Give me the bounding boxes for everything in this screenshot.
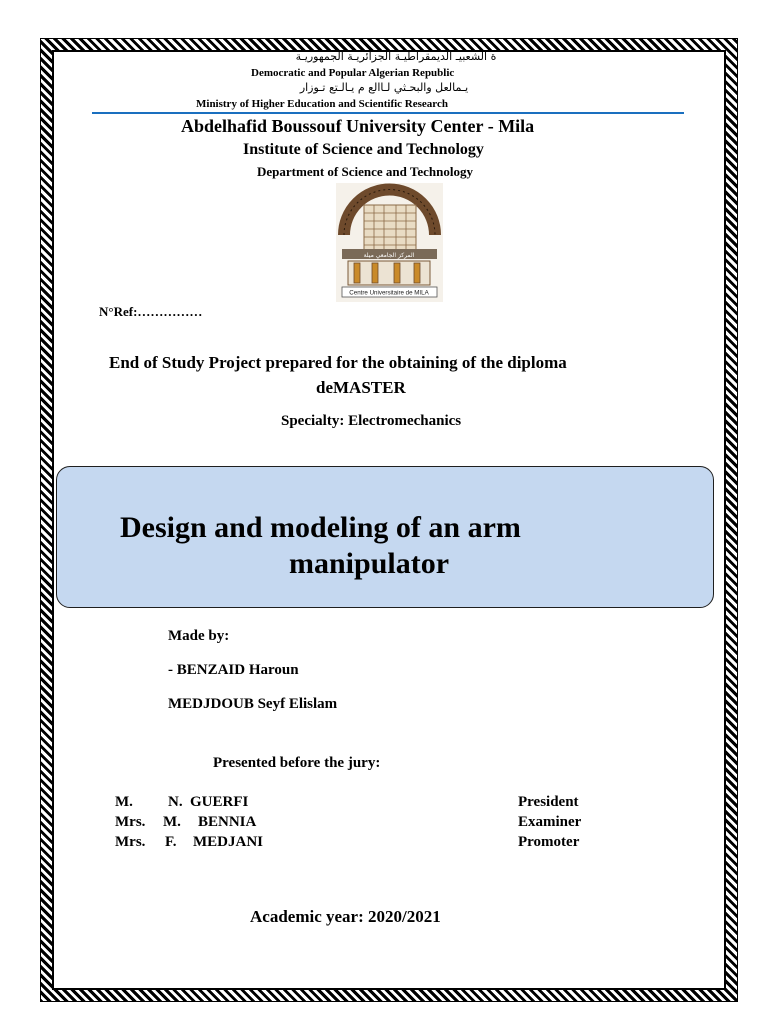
academic-year: Academic year: 2020/2021 [250,907,441,926]
jury-label: Presented before the jury: [213,755,381,771]
arabic-republic-line: ة الشعبيـ الديمقراطيـة الجزائريـة الجمهوريـة [295,50,497,63]
thesis-title-line-1: Design and modeling of an arm [120,511,521,544]
project-line-2: deMASTER [316,378,406,397]
republic-line: Democratic and Popular Algerian Republic [251,67,455,79]
ministry-line: Ministry of Higher Education and Scientific Research [196,98,448,110]
jury-member-3-name: MEDJANI [193,834,263,850]
jury-member-3-initial: F. [165,834,177,850]
authors-label: Made by: [168,628,230,644]
svg-text:المركز الجامعي ميلة: المركز الجامعي ميلة [363,252,415,259]
author-2: MEDJDOUB Seyf Elislam [168,696,338,712]
project-line-1: End of Study Project prepared for the obtaining of the diploma [109,353,567,372]
jury-member-2-initial: M. [163,814,181,830]
department-name: Department of Science and Technology [257,164,473,179]
institute-name: Institute of Science and Technology [243,141,484,158]
jury-member-3-title: Mrs. [115,834,146,850]
university-logo [336,183,443,302]
reference-number: N°Ref:…………… [99,304,203,319]
arabic-ministry-line: يـمالعل والبحـثي لـاالع م يـالـتع تـوزار [299,81,469,94]
specialty: Specialty: Electromechanics [281,413,462,429]
jury-member-3-role: Promoter [518,834,580,850]
jury-member-1-initial: N. [168,794,183,810]
thesis-title-box [56,466,714,608]
jury-member-2-role: Examiner [518,814,582,830]
jury-member-2-name: BENNIA [198,814,257,830]
header-divider [92,112,684,114]
university-logo-icon [336,183,443,302]
university-name: Abdelhafid Boussouf University Center - Mila [181,116,535,136]
author-1: - BENZAID Haroun [168,662,299,678]
jury-member-1-role: President [518,794,579,810]
jury-member-1-title: M. [115,794,133,810]
logo-caption: Centre Universitaire de MILA [349,289,429,297]
jury-member-2-title: Mrs. [115,814,146,830]
thesis-title-line-2: manipulator [289,547,450,580]
jury-member-1-name: GUERFI [190,794,249,810]
